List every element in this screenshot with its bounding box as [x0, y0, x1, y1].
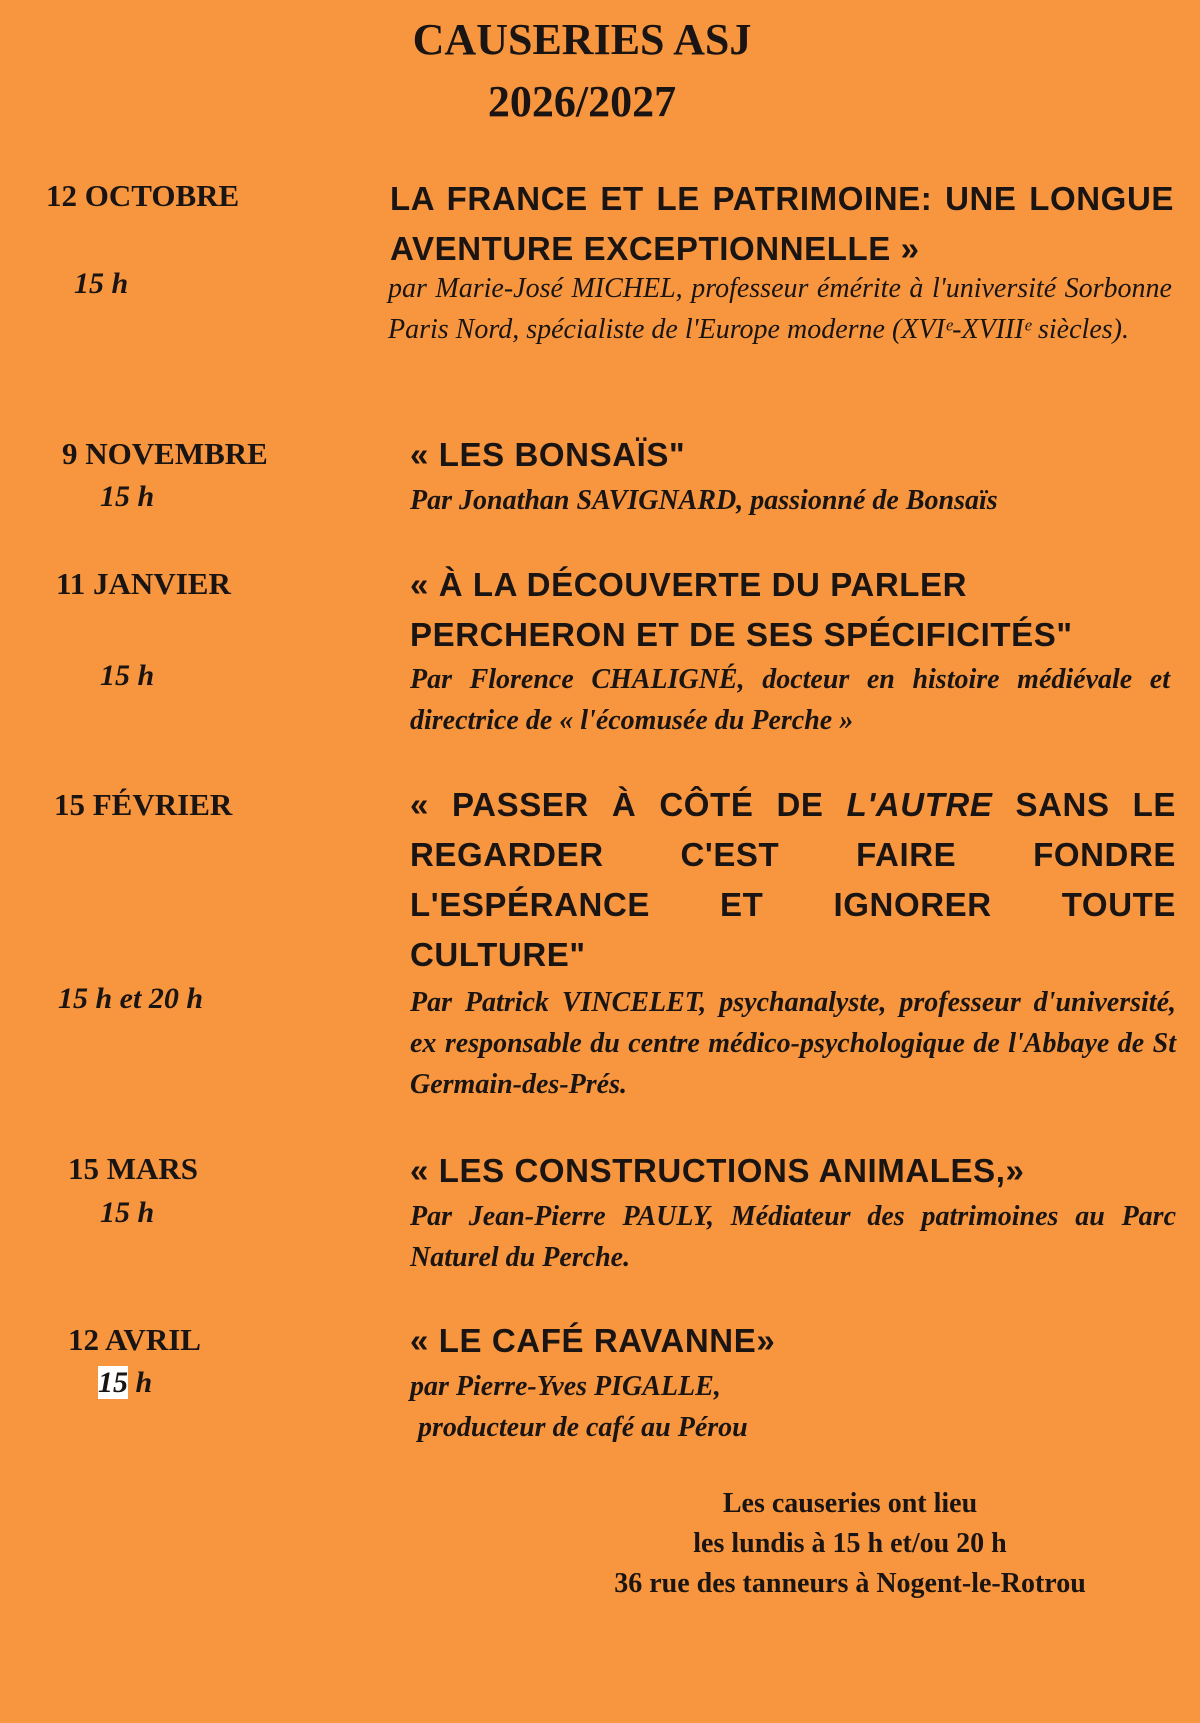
event-speaker: Par Patrick VINCELET, psychanalyste, professeur d'université, ex responsable du centre médico-psychologique de l'Abbaye de St Germain-des-Prés.: [410, 987, 1176, 1100]
event-date: 11 JANVIER: [56, 566, 231, 601]
emphasis-word: L'AUTRE: [846, 786, 993, 823]
event-time: 15 h: [74, 267, 129, 300]
event-date: 12 AVRIL: [68, 1322, 201, 1357]
event-date: 15 MARS: [68, 1151, 199, 1186]
event-time: 15 h: [100, 659, 155, 692]
event-time: 15 h: [100, 1196, 155, 1229]
event-time: 15 h: [100, 480, 155, 513]
event-title: « À LA DÉCOUVERTE DU PARLER PERCHERON ET DE SES SPÉCIFICITÉS": [410, 566, 1073, 653]
event-title: « PASSER À CÔTÉ DE L'AUTRE SANS LE REGARDER C'EST FAIRE FONDRE L'ESPÉRANCE ET IGNORER TOUTE CULTURE": [410, 786, 1176, 973]
event-date: 12 OCTOBRE: [46, 178, 240, 213]
event-title: « LE CAFÉ RAVANNE»: [410, 1322, 776, 1359]
event-speaker: Par Florence CHALIGNÉ, docteur en histoire médiévale et directrice de « l'écomusée du Perche »: [410, 664, 1170, 736]
event-title: LA FRANCE ET LE PATRIMOINE: UNE LONGUE AVENTURE EXCEPTIONNELLE »: [390, 180, 1174, 267]
highlighted-time: 15: [98, 1366, 128, 1399]
venue-info: [520, 1484, 1180, 1604]
venue-line: Les causeries ont lieu: [722, 1488, 978, 1519]
event-date: 15 FÉVRIER: [54, 787, 233, 822]
flyer-title: CAUSERIES ASJ: [412, 15, 752, 64]
event-title: « LES BONSAÏS": [410, 436, 686, 473]
event-speaker: par Pierre-Yves PIGALLE,: [410, 1371, 721, 1402]
event-speaker: Par Jean-Pierre PAULY, Médiateur des patrimoines au Parc Naturel du Perche.: [410, 1201, 1176, 1273]
event-speaker: Par Jonathan SAVIGNARD, passionné de Bonsaïs: [410, 485, 998, 516]
venue-line: 36 rue des tanneurs à Nogent-le-Rotrou: [614, 1568, 1086, 1599]
event-speaker: par Marie-José MICHEL, professeur émérite à l'université Sorbonne Paris Nord, spécialiste de l'Europe moderne (XVIᵉ-XVIIIᵉ siècles).: [388, 273, 1172, 345]
venue-line: les lundis à 15 h et/ou 20 h: [693, 1528, 1007, 1559]
event-title: « LES CONSTRUCTIONS ANIMALES,»: [410, 1152, 1025, 1189]
event-date: 9 NOVEMBRE: [62, 436, 268, 471]
event-time: 15 h et 20 h: [58, 982, 204, 1015]
event-speaker-detail: producteur de café au Pérou: [418, 1412, 748, 1443]
flyer-year: 2026/2027: [487, 77, 677, 126]
event-time: 15 h: [98, 1366, 153, 1399]
